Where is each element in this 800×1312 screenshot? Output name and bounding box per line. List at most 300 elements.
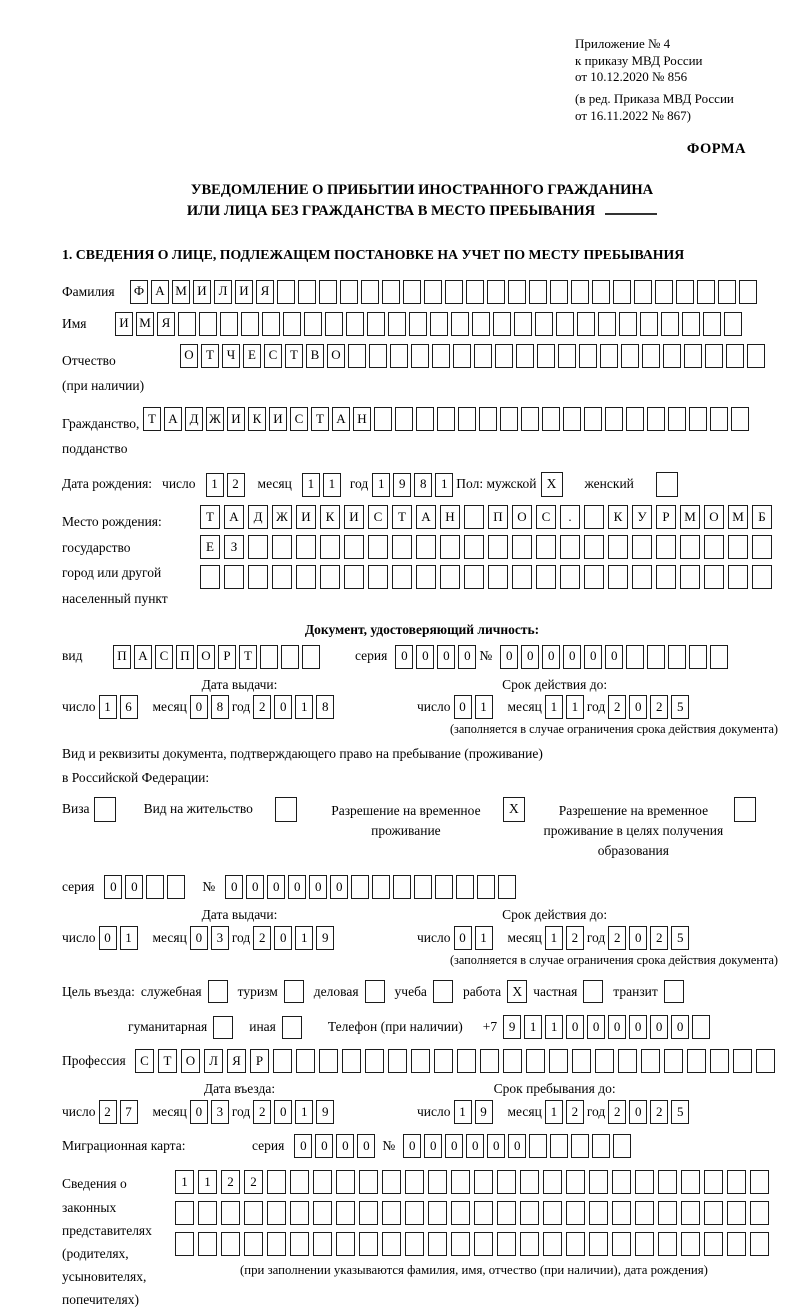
char-cell — [457, 1049, 476, 1073]
char-cell — [739, 280, 757, 304]
residence-options-row — [62, 797, 782, 862]
char-cell — [520, 1170, 539, 1194]
residence-number-label: № — [202, 878, 216, 894]
char-cell: В — [306, 344, 324, 368]
char-cell — [566, 1201, 585, 1225]
char-cell: М — [172, 280, 190, 304]
char-cell — [635, 1232, 654, 1256]
representatives-cells-3 — [175, 1232, 773, 1256]
char-cell: 7 — [120, 1100, 138, 1124]
char-cell: Н — [353, 407, 371, 431]
char-cell — [479, 407, 497, 431]
char-cell: И — [235, 280, 253, 304]
char-cell: Н — [440, 505, 460, 529]
char-cell — [589, 1201, 608, 1225]
stay-month-cells — [545, 1100, 587, 1124]
char-cell — [445, 280, 463, 304]
char-cell: 0 — [336, 1134, 354, 1158]
char-cell — [543, 1232, 562, 1256]
char-cell — [681, 1232, 700, 1256]
char-cell — [390, 344, 408, 368]
char-cell: 0 — [542, 645, 560, 669]
char-cell — [319, 280, 337, 304]
char-cell: Р — [656, 505, 676, 529]
char-cell: И — [269, 407, 287, 431]
purpose-study-checkbox — [433, 980, 453, 1003]
title-line-1: УВЕДОМЛЕНИЕ О ПРИБЫТИИ ИНОСТРАННОГО ГРАЖДАНИНА — [190, 182, 654, 199]
temp-residence-edu-checkbox — [734, 797, 756, 822]
char-cell — [325, 312, 343, 336]
month-label: месяц — [152, 698, 187, 714]
char-cell — [655, 280, 673, 304]
char-cell: Д — [248, 505, 268, 529]
month-label: месяц — [507, 1103, 542, 1119]
char-cell — [281, 645, 299, 669]
char-cell: 0 — [403, 1134, 421, 1158]
char-cell — [416, 565, 436, 589]
char-cell: 0 — [225, 875, 243, 899]
char-cell: Т — [392, 505, 412, 529]
char-cell — [296, 565, 316, 589]
char-cell: Т — [143, 407, 161, 431]
char-cell — [498, 875, 516, 899]
char-cell: 0 — [330, 875, 348, 899]
char-cell — [495, 344, 513, 368]
char-cell — [458, 407, 476, 431]
char-cell — [451, 312, 469, 336]
char-cell: К — [320, 505, 340, 529]
day-label: число — [62, 698, 96, 714]
char-cell: 0 — [629, 1015, 647, 1039]
char-cell — [200, 565, 220, 589]
char-cell: 3 — [211, 1100, 229, 1124]
phone-prefix: +7 — [482, 1019, 498, 1035]
char-cell: О — [512, 505, 532, 529]
char-cell — [267, 1170, 286, 1194]
patronymic-label: Отчество (при наличии) — [62, 352, 145, 394]
profession-label: Профессия — [62, 1053, 126, 1069]
revision-line: от 16.11.2022 № 867) — [575, 107, 692, 123]
char-cell: 0 — [466, 1134, 484, 1158]
char-cell: О — [327, 344, 345, 368]
char-cell — [464, 565, 484, 589]
title-line-2: ИЛИ ЛИЦА БЕЗ ГРАЖДАНСТВА В МЕСТО ПРЕБЫВАНИЯ — [62, 201, 782, 222]
char-cell: 0 — [274, 1100, 292, 1124]
char-cell: 9 — [393, 473, 411, 497]
residence-expiry-month-cells — [545, 926, 587, 950]
char-cell — [566, 1170, 585, 1194]
residence-series-label: серия — [62, 878, 95, 894]
char-cell: 0 — [288, 875, 306, 899]
char-cell — [728, 565, 748, 589]
char-cell — [750, 1170, 769, 1194]
char-cell — [529, 280, 547, 304]
residence-issue-line — [62, 926, 417, 950]
char-cell: 0 — [190, 1100, 208, 1124]
char-cell: П — [113, 645, 131, 669]
char-cell — [689, 645, 707, 669]
issue-year-cells — [253, 695, 337, 719]
char-cell — [488, 535, 508, 559]
char-cell — [684, 344, 702, 368]
char-cell: М — [728, 505, 748, 529]
profession-cells — [135, 1049, 779, 1073]
char-cell: А — [224, 505, 244, 529]
char-cell — [577, 312, 595, 336]
char-cell — [344, 565, 364, 589]
char-cell: Т — [201, 344, 219, 368]
purpose-work-checkbox: X — [507, 980, 527, 1003]
representatives-cells-block — [175, 1170, 773, 1279]
char-cell — [663, 344, 681, 368]
char-cell — [167, 875, 185, 899]
char-cell: 2 — [566, 926, 584, 950]
char-cell — [497, 1201, 516, 1225]
char-cell: 2 — [99, 1100, 117, 1124]
char-cell — [543, 1201, 562, 1225]
char-cell — [579, 344, 597, 368]
char-cell — [414, 875, 432, 899]
residence-serial-row — [62, 875, 782, 899]
entry-date-heading: Дата въезда: — [203, 1081, 276, 1097]
char-cell: У — [632, 505, 652, 529]
char-cell — [560, 565, 580, 589]
char-cell — [342, 1049, 361, 1073]
char-cell — [372, 875, 390, 899]
char-cell: 1 — [475, 926, 493, 950]
citizenship-cells — [143, 407, 752, 431]
char-cell — [267, 1201, 286, 1225]
char-cell — [514, 312, 532, 336]
char-cell: С — [135, 1049, 154, 1073]
char-cell: 1 — [545, 926, 563, 950]
birth-day-cells — [206, 473, 248, 497]
char-cell — [411, 344, 429, 368]
char-cell — [221, 1232, 240, 1256]
char-cell: 0 — [508, 1134, 526, 1158]
residence-permit-label: Вид на жительство — [143, 800, 253, 816]
residence-permit-checkbox — [275, 797, 297, 822]
char-cell — [608, 565, 628, 589]
char-cell — [374, 407, 392, 431]
char-cell — [664, 1049, 683, 1073]
citizenship-row — [62, 407, 782, 462]
char-cell — [313, 1170, 332, 1194]
char-cell — [260, 645, 278, 669]
char-cell — [477, 875, 495, 899]
char-cell: 0 — [274, 695, 292, 719]
purpose-business-checkbox — [365, 980, 385, 1003]
char-cell — [718, 280, 736, 304]
char-cell — [529, 1134, 547, 1158]
char-cell: С — [536, 505, 556, 529]
citizenship-label: Гражданство, подданство — [62, 415, 140, 457]
char-cell — [658, 1170, 677, 1194]
char-cell: Т — [200, 505, 220, 529]
char-cell — [556, 312, 574, 336]
char-cell — [704, 1170, 723, 1194]
char-cell: С — [290, 407, 308, 431]
representatives-label: Сведения о законных представителях (родителях, усыновителях, попечителях) — [62, 1176, 152, 1308]
char-cell — [619, 312, 637, 336]
char-cell: Т — [285, 344, 303, 368]
char-cell — [704, 1201, 723, 1225]
entry-date-line — [62, 1100, 417, 1124]
char-cell — [344, 535, 364, 559]
char-cell: Ж — [272, 505, 292, 529]
char-cell: О — [197, 645, 215, 669]
char-cell — [220, 312, 238, 336]
char-cell — [277, 280, 295, 304]
appendix-line: от 10.12.2020 № 856 — [575, 69, 688, 85]
char-cell — [340, 280, 358, 304]
expiry-month-cells — [545, 695, 587, 719]
char-cell — [572, 1049, 591, 1073]
purpose-private-label: частная — [533, 983, 578, 999]
char-cell — [290, 1232, 309, 1256]
char-cell: 9 — [503, 1015, 521, 1039]
char-cell: Я — [256, 280, 274, 304]
char-cell — [262, 312, 280, 336]
char-cell — [302, 645, 320, 669]
char-cell — [146, 875, 164, 899]
expiry-day-cells — [454, 695, 496, 719]
char-cell — [267, 1232, 286, 1256]
char-cell: 1 — [206, 473, 224, 497]
char-cell: . — [560, 505, 580, 529]
char-cell — [451, 1170, 470, 1194]
char-cell — [704, 565, 724, 589]
char-cell: 0 — [125, 875, 143, 899]
expiry-note: (заполняется в случае ограничения срока действия документа) — [449, 722, 778, 737]
birthdate-label: Дата рождения: — [62, 476, 153, 492]
char-cell — [710, 645, 728, 669]
char-cell: 0 — [424, 1134, 442, 1158]
char-cell: 5 — [671, 926, 689, 950]
stay-until-group — [417, 1081, 692, 1124]
purpose-business-label: деловая — [313, 983, 359, 999]
char-cell — [405, 1201, 424, 1225]
char-cell — [632, 535, 652, 559]
char-cell — [472, 312, 490, 336]
issue-date-heading: Дата выдачи: — [201, 676, 278, 692]
char-cell — [595, 1049, 614, 1073]
char-cell — [635, 1170, 654, 1194]
char-cell — [526, 1049, 545, 1073]
char-cell — [320, 535, 340, 559]
purpose-work-label: работа — [462, 983, 502, 999]
doc-number-cells — [500, 645, 731, 669]
char-cell — [656, 565, 676, 589]
char-cell — [296, 535, 316, 559]
migration-card-row — [62, 1134, 782, 1158]
sex-female-checkbox — [656, 472, 678, 497]
char-cell — [658, 1201, 677, 1225]
char-cell: К — [608, 505, 628, 529]
char-cell — [248, 565, 268, 589]
char-cell — [726, 344, 744, 368]
form-label: ФОРМА — [686, 141, 746, 158]
char-cell: Б — [752, 505, 772, 529]
char-cell — [428, 1232, 447, 1256]
char-cell — [405, 1232, 424, 1256]
appendix-line: Приложение № 4 — [575, 36, 671, 51]
visa-checkbox — [94, 797, 116, 822]
char-cell — [361, 280, 379, 304]
char-cell: 0 — [629, 926, 647, 950]
char-cell — [368, 535, 388, 559]
char-cell: 8 — [211, 695, 229, 719]
residence-expiry-note: (заполняется в случае ограничения срока действия документа) — [449, 953, 778, 968]
residence-doc-dates — [62, 907, 782, 950]
char-cell — [618, 1049, 637, 1073]
char-cell: 0 — [629, 1100, 647, 1124]
expiry-year-cells — [608, 695, 692, 719]
migration-series-label: серия — [252, 1137, 285, 1153]
char-cell: 1 — [524, 1015, 542, 1039]
char-cell: Т — [239, 645, 257, 669]
temp-residence-checkbox: X — [503, 797, 525, 822]
day-label: число — [417, 1103, 451, 1119]
representatives-row — [62, 1170, 782, 1311]
char-cell — [550, 1134, 568, 1158]
char-cell — [658, 1232, 677, 1256]
char-cell — [710, 1049, 729, 1073]
birthplace-cells-2 — [200, 535, 776, 559]
char-cell — [535, 312, 553, 336]
char-cell — [480, 1049, 499, 1073]
purpose-other-label: иная — [249, 1019, 276, 1035]
char-cell: Е — [243, 344, 261, 368]
char-cell: 1 — [323, 473, 341, 497]
char-cell — [680, 535, 700, 559]
char-cell: П — [176, 645, 194, 669]
char-cell — [304, 312, 322, 336]
char-cell — [474, 1170, 493, 1194]
migration-number-cells — [403, 1134, 634, 1158]
year-label: год — [349, 476, 369, 492]
char-cell — [432, 344, 450, 368]
char-cell — [453, 344, 471, 368]
char-cell: 2 — [253, 1100, 271, 1124]
purpose-row-1 — [62, 980, 782, 1003]
purpose-transit-checkbox — [664, 980, 684, 1003]
entry-day-cells — [99, 1100, 141, 1124]
char-cell: А — [416, 505, 436, 529]
birth-year-cells — [372, 473, 456, 497]
char-cell — [536, 565, 556, 589]
char-cell — [543, 1170, 562, 1194]
residence-series-cells — [104, 875, 188, 899]
representatives-cells-1 — [175, 1170, 773, 1194]
year-label: год — [586, 929, 606, 945]
char-cell — [351, 875, 369, 899]
char-cell: 9 — [316, 926, 334, 950]
char-cell — [503, 1049, 522, 1073]
char-cell — [563, 407, 581, 431]
char-cell: 0 — [650, 1015, 668, 1039]
char-cell — [656, 535, 676, 559]
residence-issue-heading: Дата выдачи: — [201, 907, 278, 923]
char-cell — [272, 535, 292, 559]
char-cell: 1 — [198, 1170, 217, 1194]
year-label: год — [586, 1103, 606, 1119]
char-cell — [512, 535, 532, 559]
char-cell — [621, 344, 639, 368]
char-cell: А — [332, 407, 350, 431]
char-cell — [682, 312, 700, 336]
char-cell — [359, 1201, 378, 1225]
month-label: месяц — [152, 929, 187, 945]
char-cell: И — [227, 407, 245, 431]
sex-female-label: женский — [584, 476, 634, 492]
char-cell: 2 — [221, 1170, 240, 1194]
char-cell — [600, 344, 618, 368]
residence-number-cells — [225, 875, 519, 899]
residence-issue-group — [62, 907, 417, 950]
char-cell — [382, 1201, 401, 1225]
char-cell — [451, 1232, 470, 1256]
char-cell — [273, 1049, 292, 1073]
char-cell — [680, 565, 700, 589]
char-cell — [411, 1049, 430, 1073]
char-cell: О — [704, 505, 724, 529]
char-cell — [516, 344, 534, 368]
char-cell — [634, 280, 652, 304]
entry-year-cells — [253, 1100, 337, 1124]
char-cell — [497, 1232, 516, 1256]
issue-day-cells — [99, 695, 141, 719]
patronymic-cells — [180, 344, 768, 368]
temp-residence-label: Разрешение на временное проживание — [331, 802, 481, 838]
day-label: число — [417, 698, 451, 714]
day-label: число — [62, 1103, 96, 1119]
char-cell: Л — [214, 280, 232, 304]
char-cell — [336, 1232, 355, 1256]
char-cell — [392, 565, 412, 589]
char-cell — [440, 535, 460, 559]
blank-underline — [605, 201, 657, 215]
char-cell: 2 — [650, 1100, 668, 1124]
char-cell: Я — [157, 312, 175, 336]
month-label: месяц — [152, 1103, 187, 1119]
purpose-official-checkbox — [208, 980, 228, 1003]
surname-row — [62, 280, 782, 304]
profession-row — [62, 1049, 782, 1073]
issue-month-cells — [190, 695, 232, 719]
firstname-label: Имя — [62, 315, 87, 331]
document-title — [62, 180, 782, 222]
char-cell: 0 — [104, 875, 122, 899]
char-cell: С — [368, 505, 388, 529]
char-cell — [409, 312, 427, 336]
char-cell: 2 — [253, 695, 271, 719]
char-cell — [536, 535, 556, 559]
char-cell: 0 — [315, 1134, 333, 1158]
char-cell — [512, 565, 532, 589]
char-cell — [464, 535, 484, 559]
char-cell: 0 — [246, 875, 264, 899]
char-cell — [388, 1049, 407, 1073]
char-cell: 0 — [190, 695, 208, 719]
char-cell — [298, 280, 316, 304]
char-cell: 5 — [671, 695, 689, 719]
char-cell — [584, 535, 604, 559]
char-cell — [487, 280, 505, 304]
char-cell — [368, 565, 388, 589]
char-cell — [571, 280, 589, 304]
char-cell — [727, 1170, 746, 1194]
